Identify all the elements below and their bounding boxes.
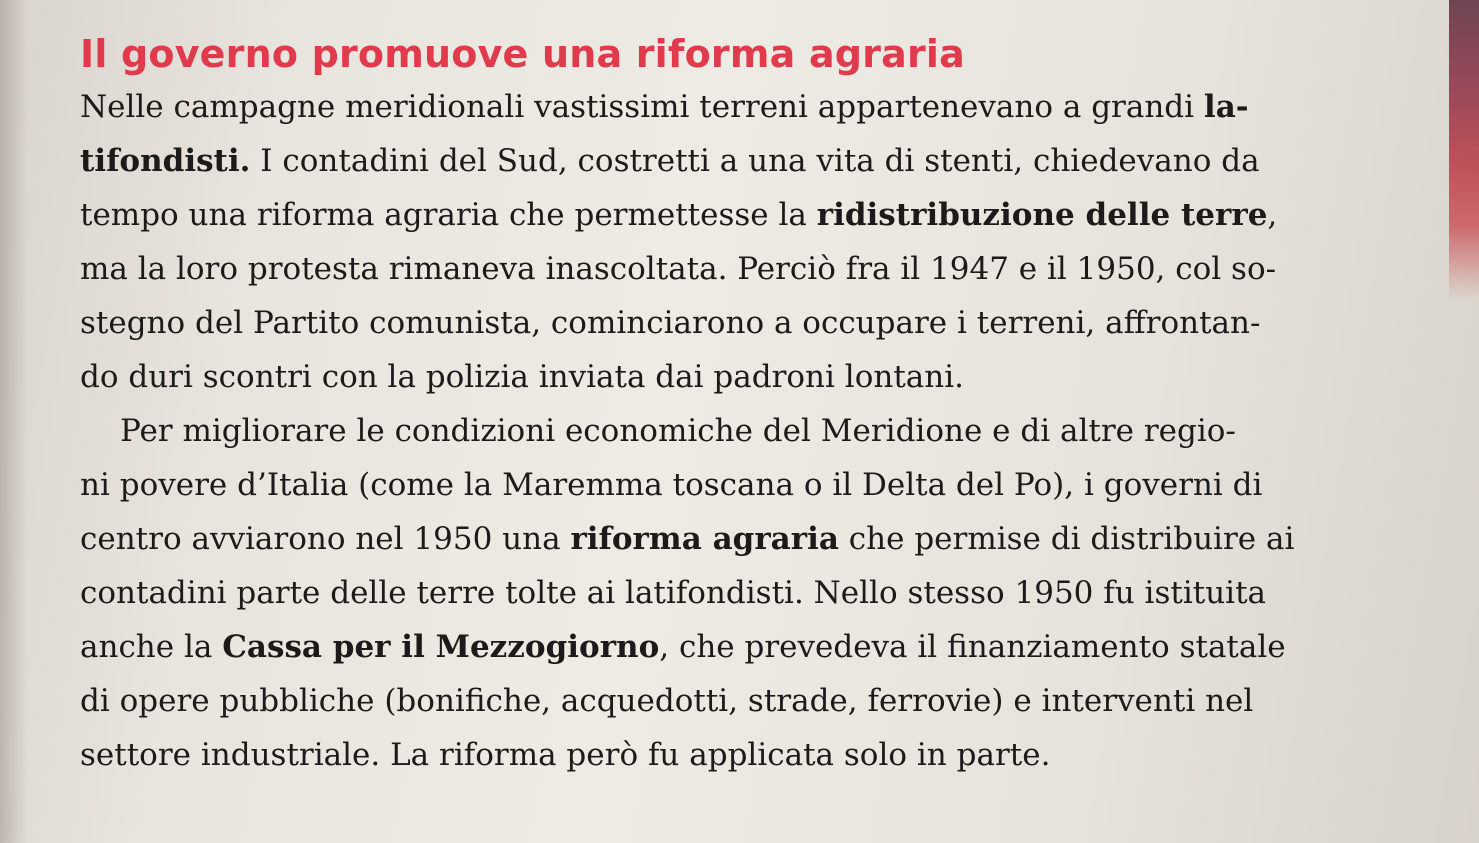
bold-term: riforma agraria (570, 521, 839, 557)
text-run: , che prevedeva il finanziamento statale (659, 629, 1286, 665)
text-run: ni povere d’Italia (come la Maremma toscana o il Delta del Po), i governi di (80, 467, 1263, 503)
text-run: , (1267, 197, 1278, 233)
bold-term: tifondisti. (80, 143, 251, 179)
section-heading: Il governo promuove una riforma agraria (80, 32, 965, 76)
text-line (80, 620, 1460, 674)
text-line (80, 188, 1460, 242)
page-fold-shadow (0, 0, 28, 843)
text-line (80, 242, 1460, 296)
text-run: tempo una riforma agraria che permettesse la (80, 197, 817, 233)
text-run: I contadini del Sud, costretti a una vita di stenti, chiedevano da (250, 143, 1260, 179)
body-text (80, 80, 1460, 782)
text-line-paragraph-start (80, 404, 1460, 458)
text-line (80, 134, 1460, 188)
text-line (80, 566, 1460, 620)
text-run: Per migliorare le condizioni economiche del Meridione e di altre regio- (120, 413, 1236, 449)
text-run: ma la loro protesta rimaneva inascoltata. Perciò fra il 1947 e il 1950, col so- (80, 251, 1277, 287)
text-line (80, 512, 1460, 566)
text-run: di opere pubbliche (bonifiche, acquedotti, strade, ferrovie) e interventi nel (80, 683, 1254, 719)
text-line (80, 674, 1460, 728)
bold-term: ridistribuzione delle terre (816, 197, 1268, 233)
bold-term: la- (1203, 89, 1249, 125)
text-line (80, 458, 1460, 512)
bold-term: Cassa per il Mezzogiorno (222, 629, 660, 665)
text-run: do duri scontri con la polizia inviata dai padroni lontani. (80, 359, 964, 395)
text-line (80, 350, 1460, 404)
text-run: stegno del Partito comunista, cominciarono a occupare i terreni, affrontan- (80, 305, 1261, 341)
text-run: che permise di distribuire ai (838, 521, 1295, 557)
text-run: settore industriale. La riforma però fu applicata solo in parte. (80, 737, 1051, 773)
text-line (80, 728, 1460, 782)
text-run: contadini parte delle terre tolte ai latifondisti. Nello stesso 1950 fu istituita (80, 575, 1267, 611)
text-run: Nelle campagne meridionali vastissimi terreni appartenevano a grandi (80, 89, 1204, 125)
text-run: centro avviarono nel 1950 una (80, 521, 571, 557)
text-run: anche la (80, 629, 223, 665)
text-line (80, 296, 1460, 350)
text-line (80, 80, 1460, 134)
